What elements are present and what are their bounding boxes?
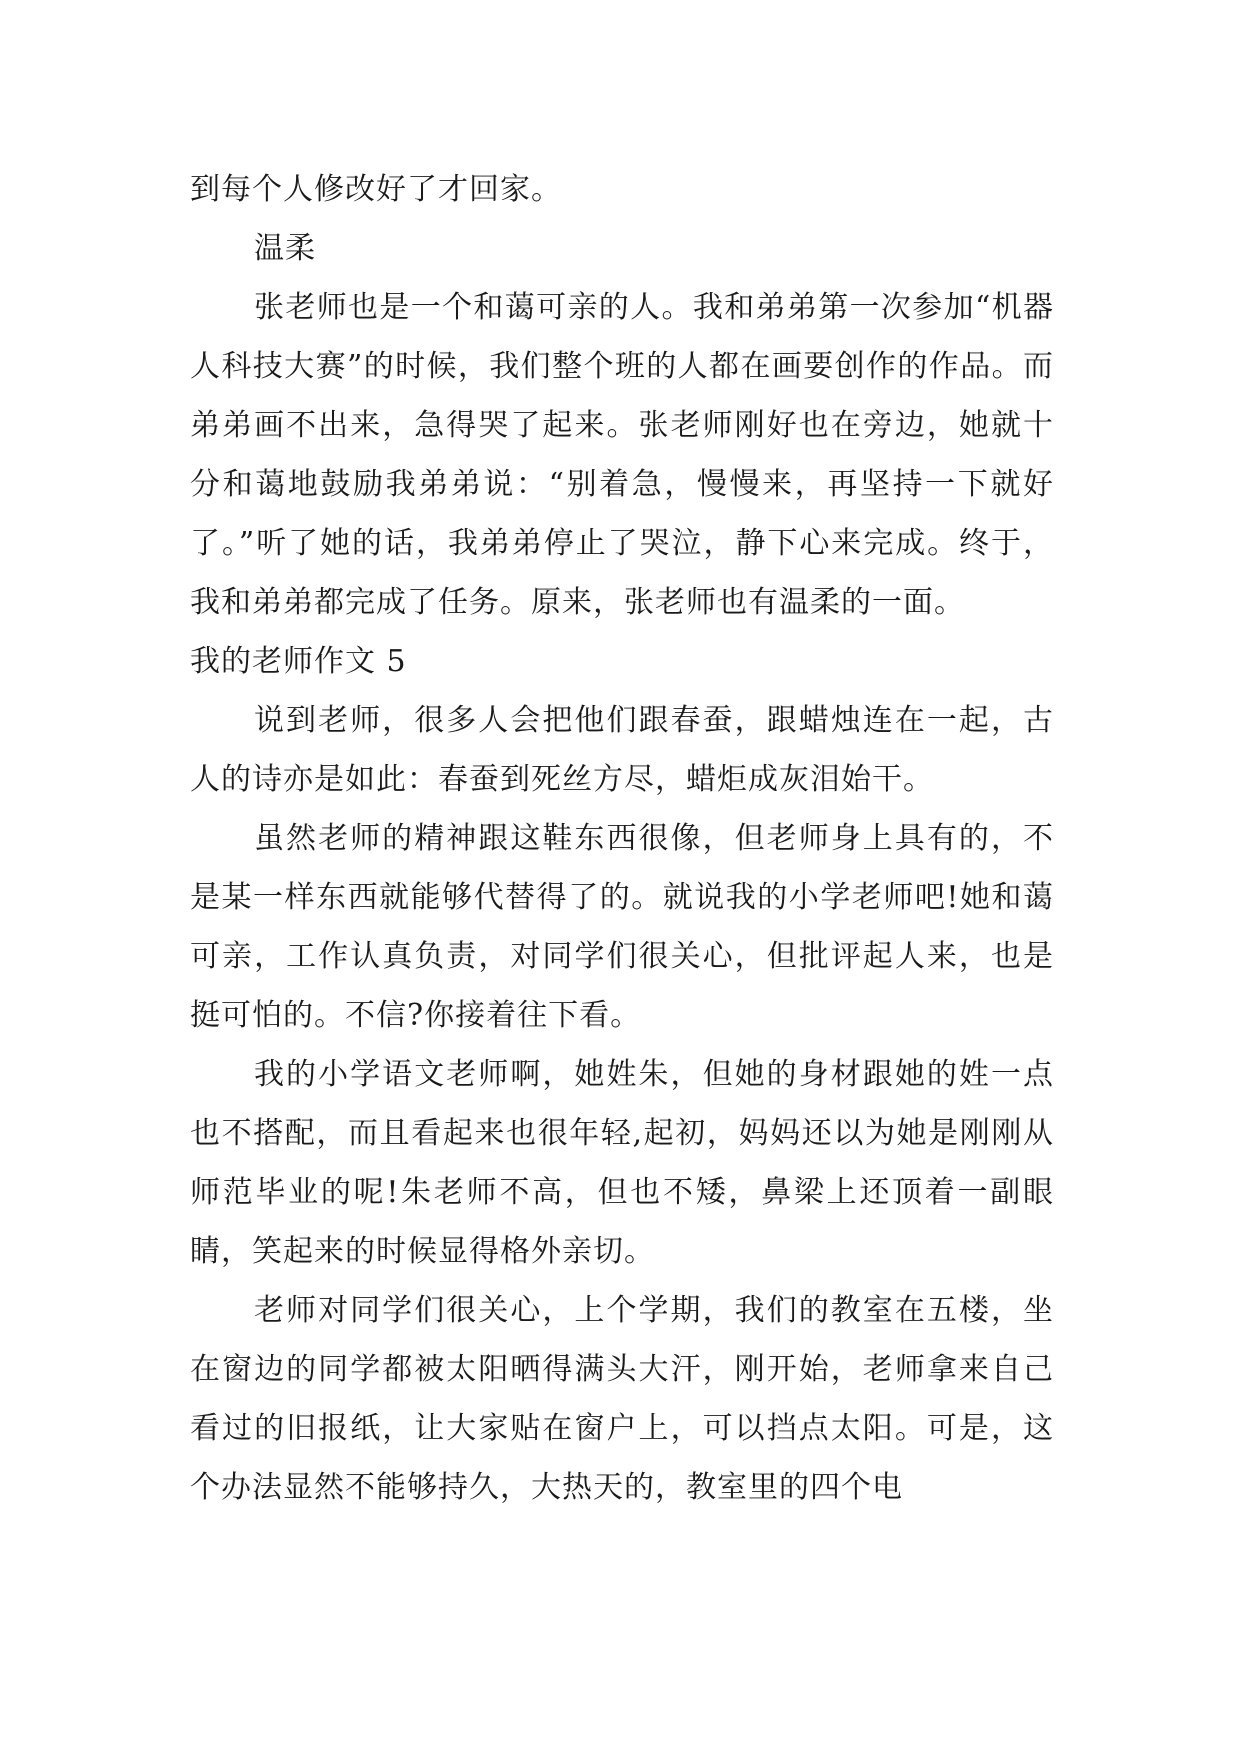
paragraph: 说到老师，很多人会把他们跟春蚕，跟蜡烛连在一起，古人的诗亦是如此：春蚕到死丝方尽，蜡炬成灰泪始干。	[190, 703, 1054, 797]
paragraph-continuation: 到每个人修改好了才回家。	[190, 172, 562, 207]
essay-title: 我的老师作文 5	[190, 644, 407, 679]
paragraph: 我的小学语文老师啊，她姓朱，但她的身材跟她的姓一点也不搭配，而且看起来也很年轻,起初，妈妈还以为她是刚刚从师范毕业的呢!朱老师不高，但也不矮，鼻梁上还顶着一副眼睛，笑起来的时候显得格外亲切。	[190, 1057, 1054, 1269]
paragraph: 张老师也是一个和蔼可亲的人。我和弟弟第一次参加“机器人科技大赛”的时候，我们整个班的人都在画要创作的作品。而弟弟画不出来，急得哭了起来。张老师刚好也在旁边，她就十分和蔼地鼓励我弟弟说：“别着急，慢慢来，再坚持一下就好了。”听了她的话，我弟弟停止了哭泣，静下心来完成。终于，我和弟弟都完成了任务。原来，张老师也有温柔的一面。	[190, 290, 1054, 620]
paragraph: 老师对同学们很关心，上个学期，我们的教室在五楼，坐在窗边的同学都被太阳晒得满头大汗，刚开始，老师拿来自己看过的旧报纸，让大家贴在窗户上，可以挡点太阳。可是，这个办法显然不能够持久，大热天的，教室里的四个电	[190, 1293, 1054, 1505]
document-body	[190, 160, 1054, 1517]
paragraph: 虽然老师的精神跟这鞋东西很像，但老师身上具有的，不是某一样东西就能够代替得了的。就说我的小学老师吧!她和蔼可亲，工作认真负责，对同学们很关心，但批评起人来，也是挺可怕的。不信?你接着往下看。	[190, 821, 1054, 1033]
section-subheading-gentle: 温柔	[254, 231, 316, 266]
